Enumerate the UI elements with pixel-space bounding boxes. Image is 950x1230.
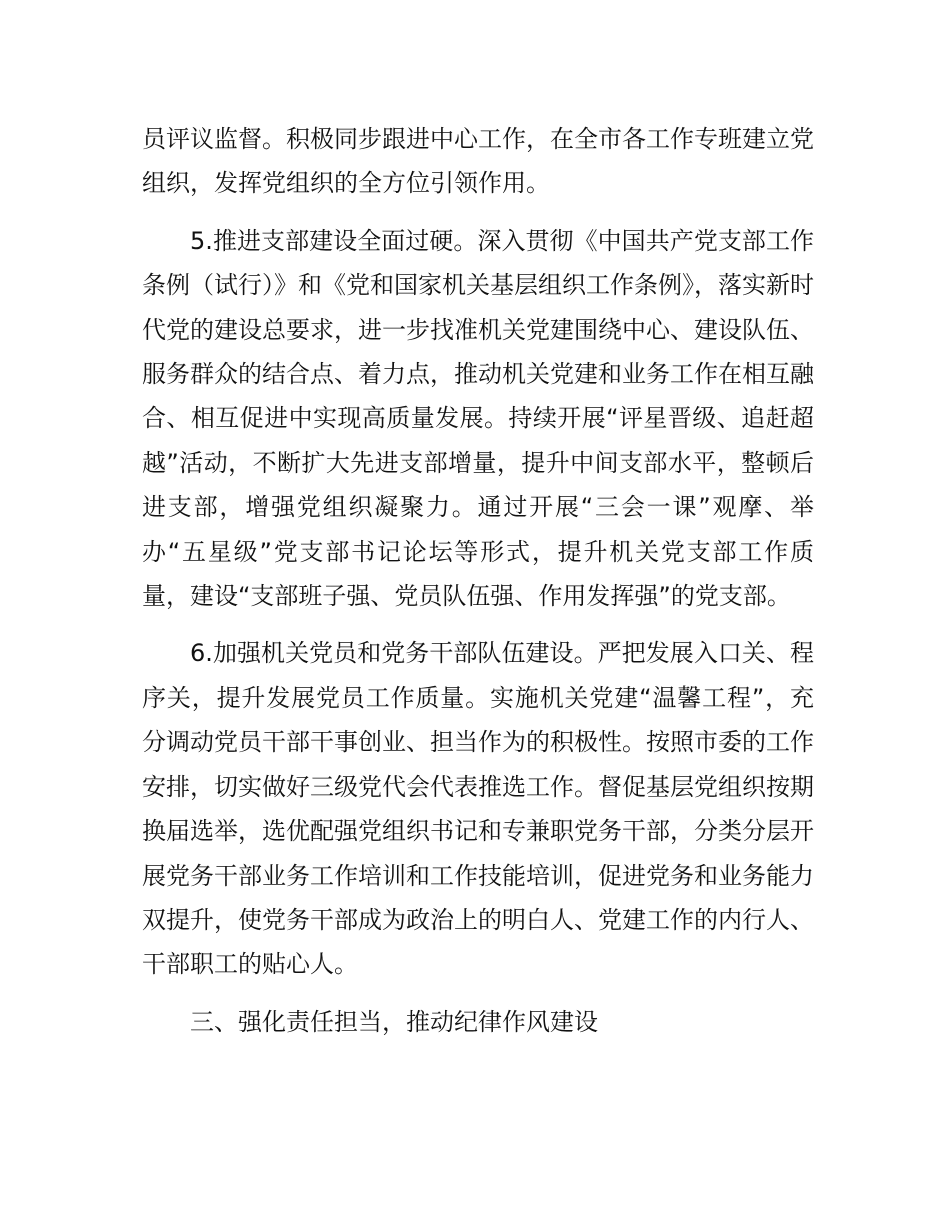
- paragraph-item-5-branch-building: 5.推进支部建设全面过硬。深入贯彻《中国共产党支部工作条例（试行）》和《党和国家机关基层组织工作条例》，落实新时代党的建设总要求，进一步找准机关党建围绕中心、建设队伍、服务群众的结合点、着力点，推动机关党建和业务工作在相互融合、相互促进中实现高质量发展。持续开展“评星晋级、追赶超越”活动，不断扩大先进支部增量，提升中间支部水平，整顿后进支部，增强党组织凝聚力。通过开展“三会一课”观摩、举办“五星级”党支部书记论坛等形式，提升机关党支部工作质量，建设“支部班子强、党员队伍强、作用发挥强”的党支部。: [142, 226, 814, 611]
- section-heading-three: 三、强化责任担当，推动纪律作风建设: [190, 1007, 598, 1036]
- paragraph-continuation: 员评议监督。积极同步跟进中心工作，在全市各工作专班建立党组织，发挥党组织的全方位引领作用。: [142, 125, 814, 198]
- paragraph-item-6-cadre-team-building: 6.加强机关党员和党务干部队伍建设。严把发展入口关、程序关，提升发展党员工作质量。实施机关党建“温馨工程”，充分调动党员干部干事创业、担当作为的积极性。按照市委的工作安排，切实做好三级党代会代表推选工作。督促基层党组织按期换届选举，选优配强党组织书记和专兼职党务干部，分类分层开展党务干部业务工作培训和工作技能培训，促进党务和业务能力双提升，使党务干部成为政治上的明白人、党建工作的内行人、干部职工的贴心人。: [142, 639, 814, 979]
- document-body: [142, 117, 814, 1057]
